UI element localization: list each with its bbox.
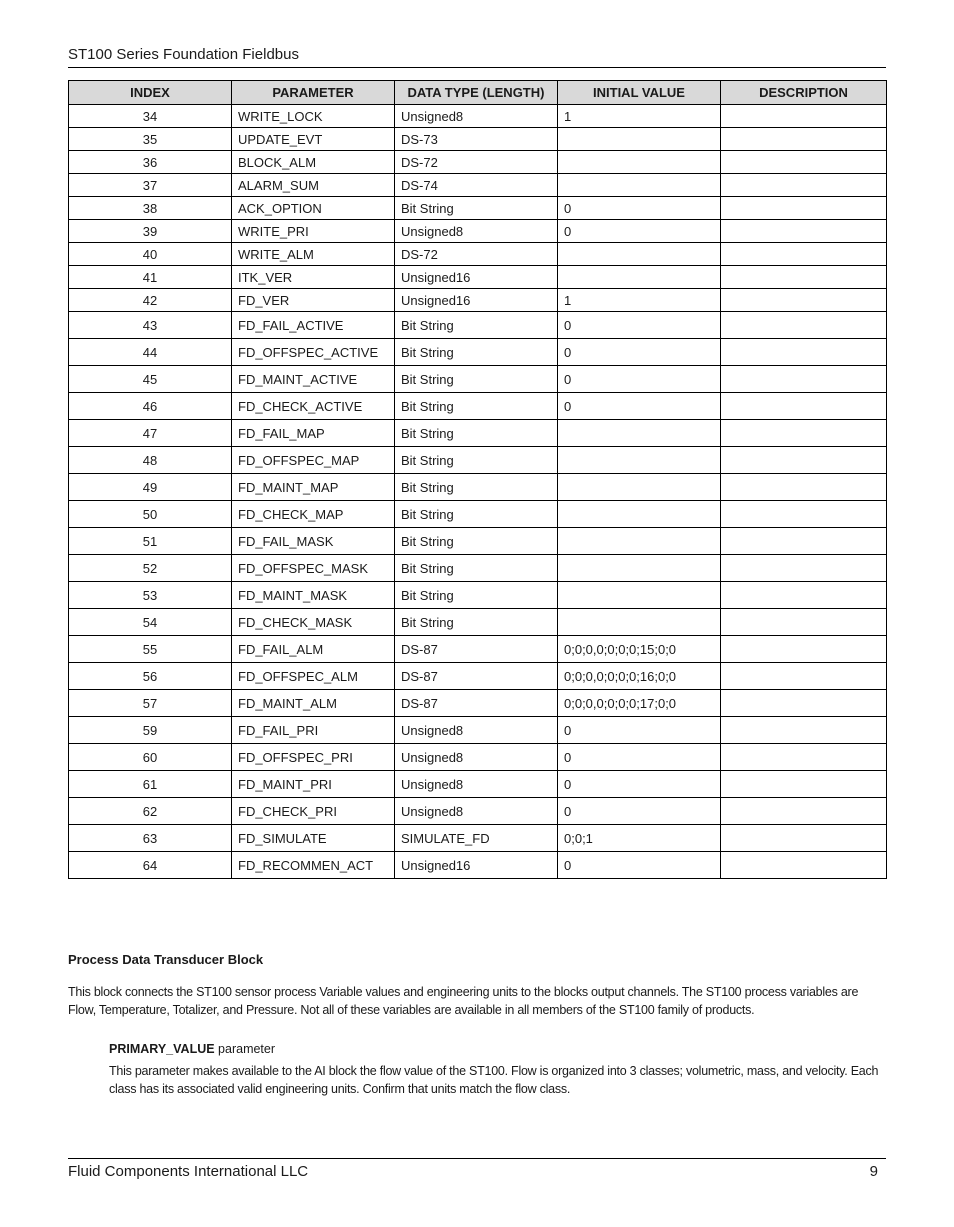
table-row <box>69 151 887 174</box>
cell-data-type: Bit String <box>395 474 558 501</box>
table-row <box>69 128 887 151</box>
cell-initial-value <box>558 174 721 197</box>
cell-parameter: FD_OFFSPEC_ALM <box>232 663 395 690</box>
cell-index: 34 <box>69 105 232 128</box>
cell-initial-value: 0;0;0,0;0;0;0;17;0;0 <box>558 690 721 717</box>
cell-data-type: DS-74 <box>395 174 558 197</box>
cell-index: 37 <box>69 174 232 197</box>
cell-initial-value: 0 <box>558 312 721 339</box>
table-row <box>69 393 887 420</box>
cell-parameter: FD_CHECK_MASK <box>232 609 395 636</box>
page-footer <box>68 1158 886 1183</box>
cell-index: 40 <box>69 243 232 266</box>
cell-data-type: Unsigned8 <box>395 220 558 243</box>
cell-data-type: Bit String <box>395 528 558 555</box>
column-header-parameter: PARAMETER <box>232 81 395 105</box>
cell-description <box>721 744 887 771</box>
document-title: ST100 Series Foundation Fieldbus <box>68 46 299 63</box>
table-row <box>69 312 887 339</box>
cell-initial-value <box>558 447 721 474</box>
cell-parameter: FD_FAIL_ALM <box>232 636 395 663</box>
table-row <box>69 501 887 528</box>
cell-parameter: FD_MAINT_PRI <box>232 771 395 798</box>
cell-parameter: FD_CHECK_MAP <box>232 501 395 528</box>
cell-data-type: Unsigned8 <box>395 744 558 771</box>
cell-index: 62 <box>69 798 232 825</box>
transducer-block-section <box>68 951 886 1019</box>
cell-initial-value: 0;0;1 <box>558 825 721 852</box>
cell-description <box>721 825 887 852</box>
cell-index: 39 <box>69 220 232 243</box>
table-row <box>69 717 887 744</box>
table-row <box>69 220 887 243</box>
cell-parameter: FD_FAIL_MASK <box>232 528 395 555</box>
cell-initial-value <box>558 528 721 555</box>
cell-parameter: FD_OFFSPEC_PRI <box>232 744 395 771</box>
cell-description <box>721 220 887 243</box>
cell-data-type: DS-73 <box>395 128 558 151</box>
table-row <box>69 105 887 128</box>
cell-index: 35 <box>69 128 232 151</box>
cell-description <box>721 366 887 393</box>
cell-initial-value: 0 <box>558 366 721 393</box>
cell-index: 51 <box>69 528 232 555</box>
cell-data-type: DS-87 <box>395 690 558 717</box>
cell-index: 55 <box>69 636 232 663</box>
cell-description <box>721 420 887 447</box>
parameter-name: PRIMARY_VALUE <box>109 1042 215 1056</box>
cell-description <box>721 105 887 128</box>
cell-index: 48 <box>69 447 232 474</box>
cell-description <box>721 852 887 879</box>
cell-index: 38 <box>69 197 232 220</box>
table-header-row <box>69 81 887 105</box>
cell-parameter: WRITE_LOCK <box>232 105 395 128</box>
table-row <box>69 825 887 852</box>
cell-data-type: Bit String <box>395 555 558 582</box>
cell-index: 59 <box>69 717 232 744</box>
cell-index: 53 <box>69 582 232 609</box>
cell-index: 44 <box>69 339 232 366</box>
cell-initial-value: 0 <box>558 852 721 879</box>
cell-index: 64 <box>69 852 232 879</box>
cell-index: 42 <box>69 289 232 312</box>
cell-index: 54 <box>69 609 232 636</box>
cell-data-type: Bit String <box>395 197 558 220</box>
cell-data-type: Bit String <box>395 366 558 393</box>
cell-description <box>721 339 887 366</box>
table-body <box>69 105 887 879</box>
cell-initial-value <box>558 474 721 501</box>
cell-parameter: WRITE_ALM <box>232 243 395 266</box>
subsection-label <box>109 1040 886 1058</box>
cell-initial-value <box>558 555 721 582</box>
cell-initial-value: 0;0;0,0;0;0;0;16;0;0 <box>558 663 721 690</box>
cell-index: 41 <box>69 266 232 289</box>
cell-description <box>721 197 887 220</box>
cell-description <box>721 690 887 717</box>
column-header-index: INDEX <box>69 81 232 105</box>
column-header-description: DESCRIPTION <box>721 81 887 105</box>
cell-description <box>721 312 887 339</box>
cell-description <box>721 393 887 420</box>
cell-description <box>721 771 887 798</box>
cell-data-type: Bit String <box>395 501 558 528</box>
page-header <box>68 45 886 68</box>
cell-parameter: FD_MAINT_MASK <box>232 582 395 609</box>
cell-initial-value: 0 <box>558 744 721 771</box>
table-row <box>69 289 887 312</box>
cell-initial-value: 0 <box>558 220 721 243</box>
column-header-initial-value: INITIAL VALUE <box>558 81 721 105</box>
cell-description <box>721 266 887 289</box>
table-row <box>69 420 887 447</box>
cell-data-type: DS-72 <box>395 243 558 266</box>
cell-parameter: ITK_VER <box>232 266 395 289</box>
cell-parameter: FD_FAIL_ACTIVE <box>232 312 395 339</box>
cell-description <box>721 798 887 825</box>
cell-description <box>721 447 887 474</box>
cell-index: 56 <box>69 663 232 690</box>
cell-initial-value: 0 <box>558 339 721 366</box>
cell-data-type: DS-87 <box>395 663 558 690</box>
cell-description <box>721 555 887 582</box>
cell-index: 52 <box>69 555 232 582</box>
column-header-data-type: DATA TYPE (LENGTH) <box>395 81 558 105</box>
cell-data-type: Unsigned8 <box>395 798 558 825</box>
cell-initial-value <box>558 151 721 174</box>
section-body: This block connects the ST100 sensor process Variable values and engineering units to the blocks output channels. The ST100 process variables are Flow, Temperature, Totalizer, and Pressure. Not all of these variables are available in all members of the ST100 family of products. <box>68 985 859 1017</box>
cell-initial-value <box>558 128 721 151</box>
cell-initial-value: 0 <box>558 393 721 420</box>
footer-company: Fluid Components International LLC <box>68 1163 309 1180</box>
cell-initial-value: 0 <box>558 197 721 220</box>
cell-data-type: SIMULATE_FD <box>395 825 558 852</box>
cell-index: 45 <box>69 366 232 393</box>
cell-parameter: FD_FAIL_MAP <box>232 420 395 447</box>
parameter-table <box>68 80 887 879</box>
cell-initial-value: 0 <box>558 771 721 798</box>
cell-initial-value <box>558 243 721 266</box>
cell-index: 63 <box>69 825 232 852</box>
table-row <box>69 771 887 798</box>
cell-data-type: Unsigned16 <box>395 289 558 312</box>
table-row <box>69 174 887 197</box>
cell-parameter: FD_MAINT_ALM <box>232 690 395 717</box>
cell-index: 60 <box>69 744 232 771</box>
cell-parameter: BLOCK_ALM <box>232 151 395 174</box>
cell-initial-value: 1 <box>558 105 721 128</box>
cell-parameter: FD_OFFSPEC_MASK <box>232 555 395 582</box>
cell-parameter: FD_CHECK_PRI <box>232 798 395 825</box>
cell-parameter: FD_OFFSPEC_ACTIVE <box>232 339 395 366</box>
cell-data-type: Unsigned8 <box>395 717 558 744</box>
cell-data-type: Bit String <box>395 582 558 609</box>
cell-parameter: FD_RECOMMEN_ACT <box>232 852 395 879</box>
cell-data-type: Bit String <box>395 393 558 420</box>
table-row <box>69 636 887 663</box>
cell-parameter: ALARM_SUM <box>232 174 395 197</box>
cell-index: 43 <box>69 312 232 339</box>
cell-description <box>721 528 887 555</box>
cell-description <box>721 151 887 174</box>
cell-data-type: DS-87 <box>395 636 558 663</box>
cell-initial-value: 1 <box>558 289 721 312</box>
cell-parameter: UPDATE_EVT <box>232 128 395 151</box>
cell-description <box>721 717 887 744</box>
cell-data-type: Unsigned16 <box>395 266 558 289</box>
table-row <box>69 528 887 555</box>
cell-description <box>721 636 887 663</box>
cell-index: 36 <box>69 151 232 174</box>
table-row <box>69 663 887 690</box>
subsection-body: This parameter makes available to the AI block the flow value of the ST100. Flow is organized into 3 classes; volumetric, mass, and velocity. Each class has its associated valid engineering units. Confirm that units match the flow class. <box>109 1064 879 1096</box>
cell-index: 50 <box>69 501 232 528</box>
table-row <box>69 366 887 393</box>
table-row <box>69 447 887 474</box>
cell-data-type: Bit String <box>395 420 558 447</box>
cell-data-type: DS-72 <box>395 151 558 174</box>
cell-initial-value <box>558 582 721 609</box>
page-number: 9 <box>869 1163 878 1180</box>
cell-parameter: ACK_OPTION <box>232 197 395 220</box>
cell-initial-value: 0 <box>558 717 721 744</box>
cell-index: 61 <box>69 771 232 798</box>
primary-value-subsection <box>109 1040 886 1098</box>
cell-data-type: Unsigned8 <box>395 105 558 128</box>
cell-data-type: Bit String <box>395 447 558 474</box>
table-row <box>69 555 887 582</box>
cell-data-type: Unsigned16 <box>395 852 558 879</box>
cell-parameter: FD_CHECK_ACTIVE <box>232 393 395 420</box>
cell-initial-value <box>558 266 721 289</box>
cell-initial-value: 0 <box>558 798 721 825</box>
table-row <box>69 798 887 825</box>
table-row <box>69 339 887 366</box>
cell-parameter: FD_FAIL_PRI <box>232 717 395 744</box>
table-row <box>69 474 887 501</box>
cell-initial-value <box>558 609 721 636</box>
cell-index: 57 <box>69 690 232 717</box>
table-row <box>69 609 887 636</box>
cell-description <box>721 663 887 690</box>
cell-parameter: FD_VER <box>232 289 395 312</box>
cell-parameter: FD_MAINT_MAP <box>232 474 395 501</box>
cell-description <box>721 243 887 266</box>
cell-initial-value <box>558 420 721 447</box>
cell-parameter: FD_MAINT_ACTIVE <box>232 366 395 393</box>
table-row <box>69 266 887 289</box>
cell-data-type: Bit String <box>395 339 558 366</box>
cell-description <box>721 174 887 197</box>
cell-description <box>721 289 887 312</box>
cell-parameter: FD_OFFSPEC_MAP <box>232 447 395 474</box>
cell-initial-value <box>558 501 721 528</box>
table-row <box>69 243 887 266</box>
parameter-suffix: parameter <box>214 1042 276 1056</box>
table-row <box>69 744 887 771</box>
cell-parameter: FD_SIMULATE <box>232 825 395 852</box>
cell-index: 47 <box>69 420 232 447</box>
table-row <box>69 582 887 609</box>
cell-data-type: Bit String <box>395 312 558 339</box>
cell-description <box>721 501 887 528</box>
cell-description <box>721 609 887 636</box>
table-row <box>69 690 887 717</box>
cell-index: 46 <box>69 393 232 420</box>
cell-description <box>721 128 887 151</box>
cell-description <box>721 582 887 609</box>
cell-description <box>721 474 887 501</box>
table-row <box>69 197 887 220</box>
cell-initial-value: 0;0;0,0;0;0;0;15;0;0 <box>558 636 721 663</box>
section-heading: Process Data Transducer Block <box>68 952 264 967</box>
cell-parameter: WRITE_PRI <box>232 220 395 243</box>
table-row <box>69 852 887 879</box>
cell-data-type: Unsigned8 <box>395 771 558 798</box>
cell-index: 49 <box>69 474 232 501</box>
cell-data-type: Bit String <box>395 609 558 636</box>
